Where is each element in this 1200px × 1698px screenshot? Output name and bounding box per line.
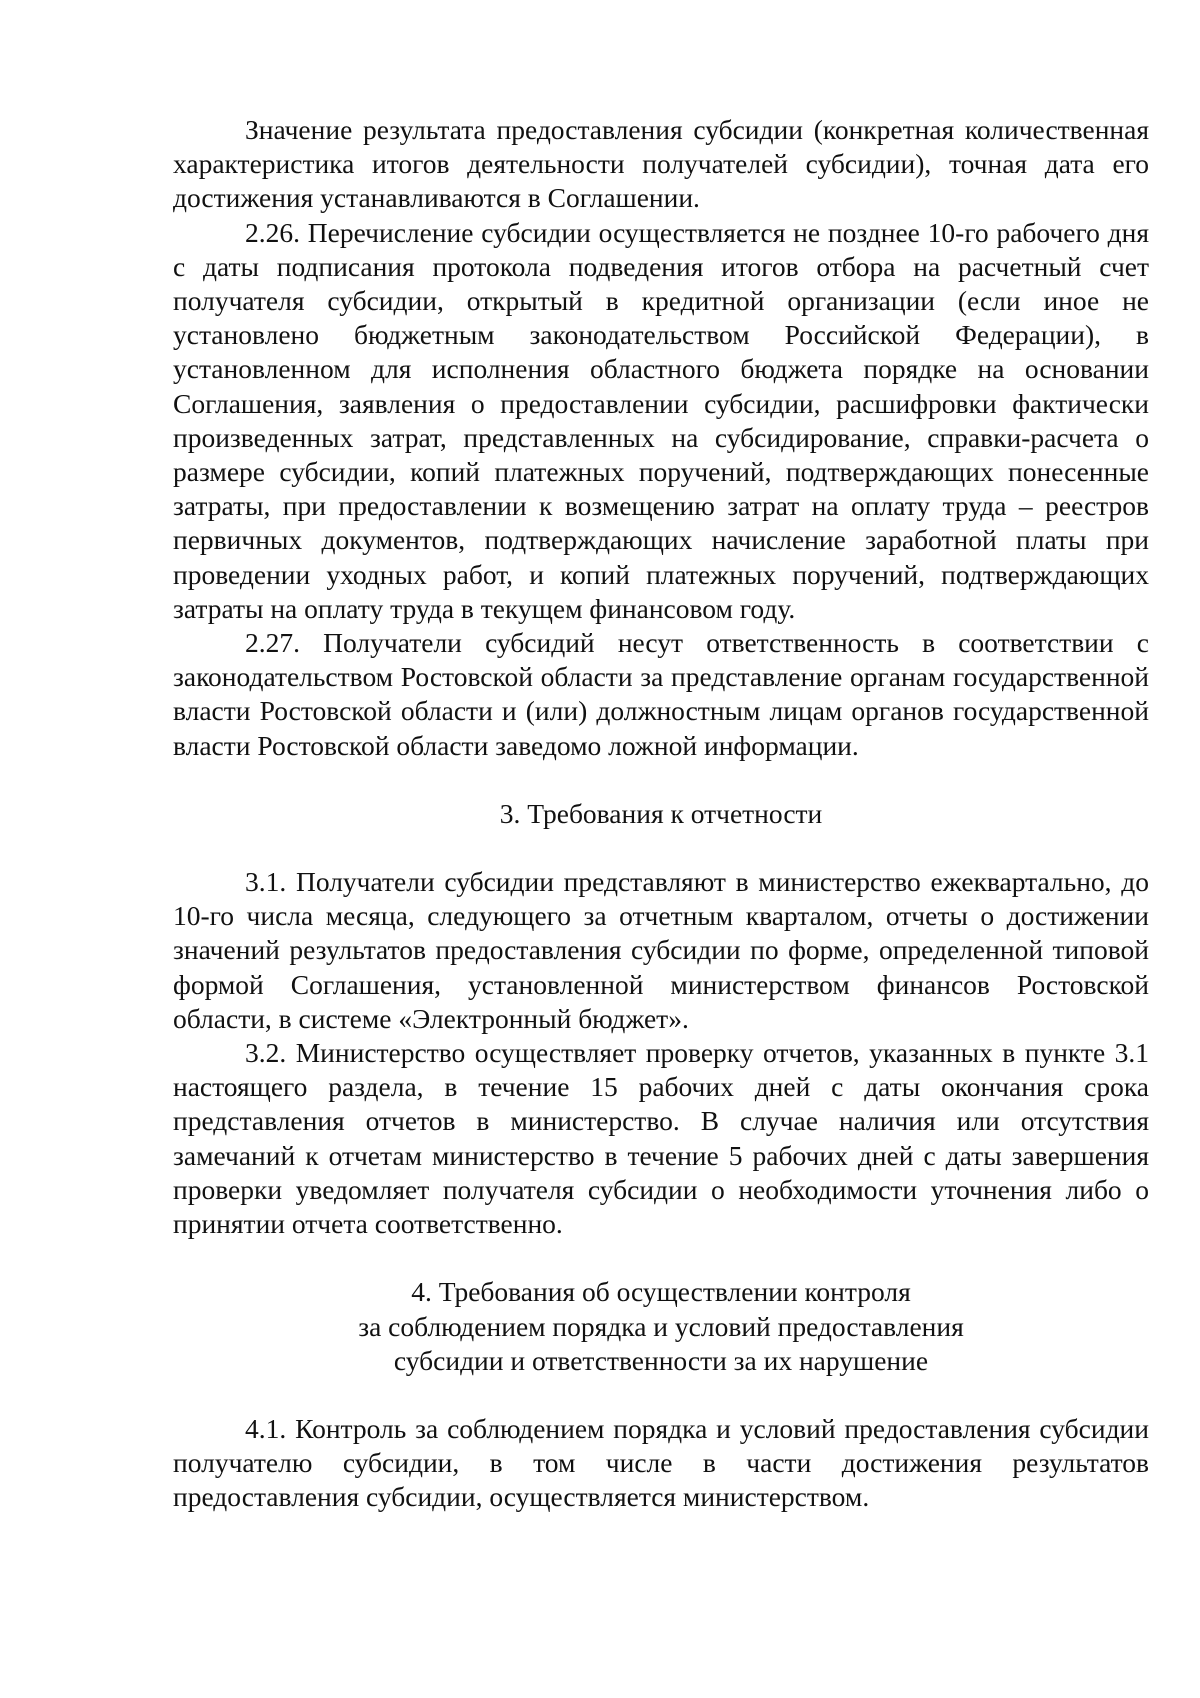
spacer: [173, 1241, 1149, 1275]
paragraph-4-1: 4.1. Контроль за соблюдением порядка и условий предоставления субсидии получателю субсидии, в том числе в части достижения результатов предоставления субсидии, осуществляется министерством.: [173, 1412, 1149, 1513]
section-4-heading-line: 4. Требования об осуществлении контроля: [411, 1276, 911, 1308]
spacer: [173, 763, 1149, 797]
paragraph-3-2: 3.2. Министерство осуществляет проверку отчетов, указанных в пункте 3.1 настоящего раздела, в течение 15 рабочих дней с даты окончания срока представления отчетов в министерство. В случае наличия или отсутствия замечаний к отчетам министерство в течение 5 рабочих дней с даты завершения проверки уведомляет получателя субсидии о необходимости уточнения либо о принятии отчета соответственно.: [173, 1037, 1149, 1240]
section-3-heading: 3. Требования к отчетности: [499, 797, 823, 829]
paragraph-3-1: 3.1. Получатели субсидии представляют в министерство ежеквартально, до 10-го числа месяца, следующего за отчетным кварталом, отчеты о достижении значений результатов предоставления субсидии по форме, определенной типовой формой Соглашения, установленной министерством финансов Ростовской области, в системе «Электронный бюджет».: [173, 866, 1149, 1034]
section-4-heading-line: субсидии и ответственности за их нарушение: [393, 1344, 929, 1376]
paragraph-2-27: 2.27. Получатели субсидий несут ответственность в соответствии с законодательством Ростовской области за представление органам государственной власти Ростовской области и (или) должностным лицам органов государственной власти Ростовской области заведомо ложной информации.: [173, 627, 1149, 761]
paragraph-result-value: Значение результата предоставления субсидии (конкретная количественная характеристика итогов деятельности получателей субсидии), точная дата его достижения устанавливаются в Соглашении.: [173, 114, 1149, 214]
section-4-heading: [173, 1275, 1149, 1378]
section-4-heading-line: за соблюдением порядка и условий предоставления: [358, 1310, 964, 1342]
spacer: [173, 831, 1149, 865]
document-page: [173, 113, 1149, 1515]
paragraph-2-26: 2.26. Перечисление субсидии осуществляется не позднее 10-го рабочего дня с даты подписания протокола подведения итогов отбора на расчетный счет получателя субсидии, открытый в кредитной организации (если иное не установлено бюджетным законодательством Российской Федерации), в установленном для исполнения областного бюджета порядке на основании Соглашения, заявления о предоставлении субсидии, расшифровки фактически произведенных затрат, представленных на субсидирование, справки-расчета о размере субсидии, копий платежных поручений, подтверждающих понесенные затраты, при предоставлении к возмещению затрат на оплату труда – реестров первичных документов, подтверждающих начисление заработной платы при проведении уходных работ, и копий платежных поручений, подтверждающих затраты на оплату труда в текущем финансовом году.: [173, 216, 1149, 624]
spacer: [173, 1378, 1149, 1412]
